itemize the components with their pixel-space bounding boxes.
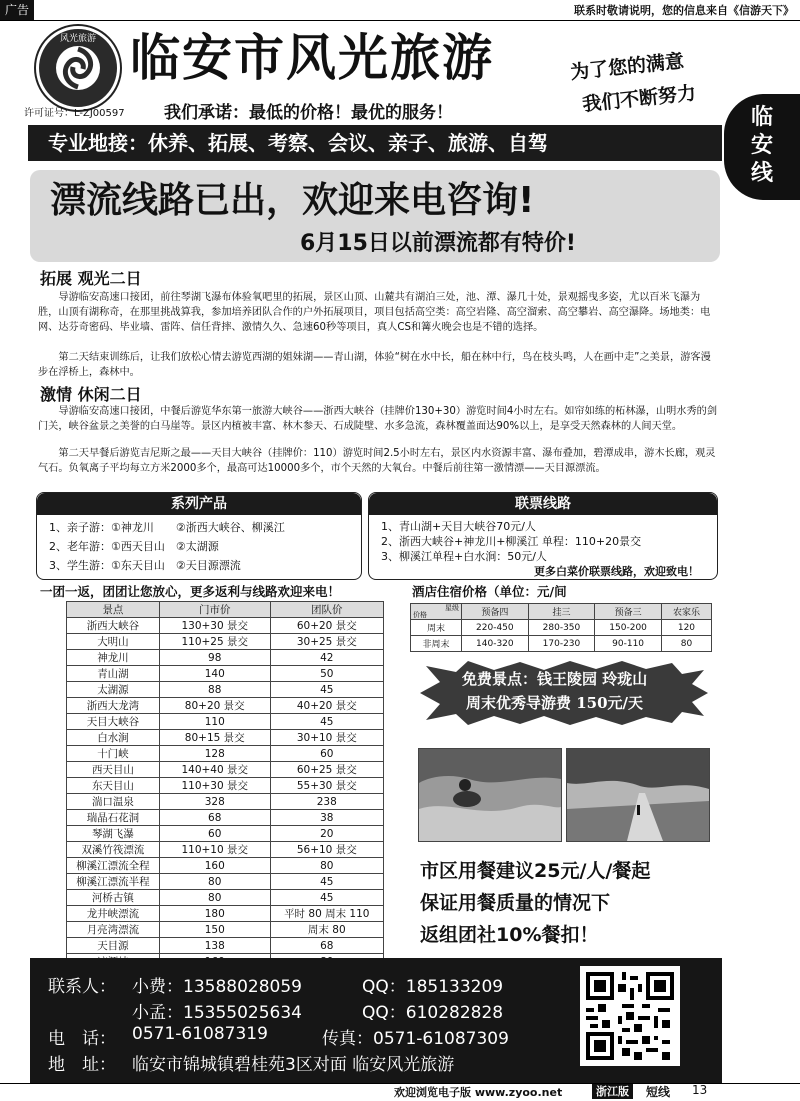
group-price-cell: 45 — [270, 874, 383, 890]
address-label: 地 址： — [48, 1055, 116, 1075]
source-note: 联系时敬请说明，您的信息来自《信游天下》 — [574, 4, 794, 17]
group-price-cell: 45 — [270, 890, 383, 906]
hotel-price-cell: 150-200 — [595, 620, 662, 636]
table-row — [67, 714, 384, 730]
retail-price-cell: 130+30 景交 — [159, 618, 270, 634]
price-table-caption: 一团一返，团团让您放心，更多返利与线路欢迎来电！ — [40, 584, 341, 599]
table-row — [67, 858, 384, 874]
attraction-name-cell: 浙西大峡谷 — [67, 618, 160, 634]
column-header: 挂三 — [528, 604, 595, 620]
retail-price-cell: 80+20 景交 — [159, 698, 270, 714]
group-price-cell: 周末 80 — [270, 922, 383, 938]
retail-price-cell: 138 — [159, 938, 270, 954]
group-price-cell: 68 — [270, 938, 383, 954]
attraction-name-cell: 十门峡 — [67, 746, 160, 762]
group-price-cell: 60+20 景交 — [270, 618, 383, 634]
hotel-price-cell: 80 — [661, 636, 711, 652]
attraction-name-cell: 天目大峡谷 — [67, 714, 160, 730]
brand-title: 临安市风光旅游 — [130, 29, 494, 87]
retail-price-cell: 110 — [159, 714, 270, 730]
table-row — [67, 826, 384, 842]
column-header: 门市价 — [159, 602, 270, 618]
section-label: 短线 — [646, 1085, 671, 1099]
column-header: 景点 — [67, 602, 160, 618]
retail-price-cell: 80 — [159, 874, 270, 890]
table-row — [67, 666, 384, 682]
retail-price-cell: 68 — [159, 810, 270, 826]
attraction-name-cell: 神龙川 — [67, 650, 160, 666]
group-price-cell: 60 — [270, 746, 383, 762]
page-number: 13 — [692, 1083, 708, 1097]
itinerary-1-paragraph-1: 导游临安高速口接团，前往琴湖飞瀑布体验氧吧里的拓展，景区山顶、山麓共有湖泊三处，池、潭、瀑几十处，景观摇曳多姿，尤以百米飞瀑为胜，山顶有湖称奇，在那里挑战算我，参加培养团队合作的户外拓展项目，项目包括高空类：高空岩隆、高空溜索、高空攀岩、高空瀑降。场地类：电网、达芬奇密码、毕业墙、雷阵、信任背摔、激情久久、急速60秒等项目，真人CS和篝火晚会也是不错的选择。 — [38, 292, 711, 333]
retail-price-cell: 150 — [159, 922, 270, 938]
day-type-cell: 周末 — [411, 620, 462, 636]
corner-label-price: 价格 — [413, 611, 427, 619]
company-logo — [36, 26, 120, 110]
retail-price-cell: 80+15 景交 — [159, 730, 270, 746]
table-row — [411, 636, 712, 652]
group-price-cell: 45 — [270, 682, 383, 698]
walkway-photo — [566, 748, 710, 842]
table-row — [67, 922, 384, 938]
itinerary-2-paragraph-1: 导游临安高速口接团，中餐后游览华东第一旅游大峡谷——浙西大峡谷（挂牌价130+30）游览时间4小时左右。如帘如练的柘林瀑，山明水秀的剑门关，峡谷盆景之美誉的白马崖等。景区内植被丰富、林木参天、石成陡壁、水多急流，森林覆盖面达90%以上，是享受天然森林的人间天堂。 — [38, 406, 718, 432]
series-line: 2、老年游：①西天目山 ②太湖源 — [49, 540, 219, 553]
side-tab-char: 线 — [750, 161, 773, 186]
group-price-cell: 20 — [270, 826, 383, 842]
side-tab-char: 临 — [750, 105, 773, 130]
group-price-cell: 30+10 景交 — [270, 730, 383, 746]
logo-swirl-icon — [39, 29, 117, 107]
group-price-cell: 56+10 景交 — [270, 842, 383, 858]
headline: 漂流线路已出，欢迎来电咨询! — [50, 180, 535, 221]
rafting-photo — [418, 748, 562, 842]
attraction-name-cell: 白水涧 — [67, 730, 160, 746]
group-price-cell: 60+25 景交 — [270, 762, 383, 778]
retail-price-cell: 160 — [159, 858, 270, 874]
itinerary-1-title: 拓展 观光二日 — [40, 269, 142, 288]
itinerary-1-paragraph-2: 第二天结束训练后，让我们放松心情去游览西湖的姐妹湖——青山湖，体验“树在水中长，船在林中行，鸟在枝头鸣，人在画中走”之美景，游客漫步在浮桥上，森林中。 — [38, 352, 711, 378]
retail-price-cell: 110+30 景交 — [159, 778, 270, 794]
table-row — [411, 620, 712, 636]
group-price-cell: 55+30 景交 — [270, 778, 383, 794]
retail-price-cell: 140 — [159, 666, 270, 682]
contact-qq-2: QQ：610282828 — [362, 1003, 504, 1023]
meal-line-3: 返组团社10%餐扣！ — [420, 924, 599, 946]
attraction-name-cell: 柳溪江漂流全程 — [67, 858, 160, 874]
subheadline: 6月15日以前漂流都有特价! — [300, 231, 576, 256]
table-header-row — [67, 602, 384, 618]
qr-code — [580, 966, 680, 1066]
attraction-name-cell: 龙井峡漂流 — [67, 906, 160, 922]
group-price-cell: 80 — [270, 858, 383, 874]
attraction-name-cell: 双溪竹筏漂流 — [67, 842, 160, 858]
retail-price-cell: 60 — [159, 826, 270, 842]
table-row — [67, 890, 384, 906]
retail-price-cell: 328 — [159, 794, 270, 810]
combo-line: 2、浙西大峡谷+神龙川+柳溪江 单程：110+20景交 — [381, 535, 642, 548]
table-row — [67, 810, 384, 826]
table-row — [67, 682, 384, 698]
hotel-price-cell: 120 — [661, 620, 711, 636]
slogan-line-2: 我们不断努力 — [581, 82, 698, 116]
table-row — [67, 698, 384, 714]
table-row — [67, 842, 384, 858]
series-products-box — [36, 492, 362, 580]
combo-line: 1、青山湖+天目大峡谷70元/人 — [381, 520, 536, 533]
guide-fee-line: 周末优秀导游费 150元/天 — [466, 694, 644, 712]
column-header: 农家乐 — [661, 604, 711, 620]
edition-badge: 浙江版 — [592, 1084, 633, 1099]
ad-tag: 广告 — [0, 0, 34, 20]
hotel-price-cell: 220-450 — [462, 620, 529, 636]
group-price-cell: 40+20 景交 — [270, 698, 383, 714]
attraction-name-cell: 天目源 — [67, 938, 160, 954]
attraction-name-cell: 湍口温泉 — [67, 794, 160, 810]
retail-price-cell: 88 — [159, 682, 270, 698]
group-price-cell: 238 — [270, 794, 383, 810]
corner-label-star: 星级 — [445, 604, 459, 612]
attraction-name-cell: 西天目山 — [67, 762, 160, 778]
table-row — [67, 762, 384, 778]
retail-price-cell: 128 — [159, 746, 270, 762]
contact-qq-1: QQ：185133209 — [362, 977, 504, 997]
table-row — [67, 906, 384, 922]
series-products-title: 系列产品 — [37, 493, 361, 515]
contact-person-2: 小孟：15355025634 — [132, 1003, 302, 1023]
attraction-name-cell: 琴湖飞瀑 — [67, 826, 160, 842]
retail-price-cell: 98 — [159, 650, 270, 666]
attraction-name-cell: 河桥古镇 — [67, 890, 160, 906]
fax-number: 传真：0571-61087309 — [322, 1029, 509, 1049]
table-row — [67, 874, 384, 890]
free-attractions-line: 免费景点：钱王陵园 玲珑山 — [462, 670, 648, 688]
specialty-bar: 专业地接：休养、拓展、考察、会议、亲子、旅游、自驾 — [28, 125, 722, 161]
table-row — [67, 618, 384, 634]
column-header: 预备四 — [462, 604, 529, 620]
phone-number: 0571-61087319 — [132, 1024, 268, 1044]
route-side-tab — [724, 94, 800, 200]
column-header: 团队价 — [270, 602, 383, 618]
phone-label: 电 话： — [48, 1029, 116, 1049]
attraction-name-cell: 浙西大龙湾 — [67, 698, 160, 714]
slogan-line-1: 为了您的满意 — [569, 50, 686, 84]
series-line: 3、学生游：①东天目山 ②天目源漂流 — [49, 559, 241, 572]
table-row — [67, 634, 384, 650]
retail-price-cell: 140+40 景交 — [159, 762, 270, 778]
retail-price-cell: 180 — [159, 906, 270, 922]
hotel-price-table — [410, 603, 712, 652]
group-price-cell: 42 — [270, 650, 383, 666]
attraction-name-cell: 瑞晶石花洞 — [67, 810, 160, 826]
retail-price-cell: 80 — [159, 890, 270, 906]
combo-tickets-title: 联票线路 — [369, 493, 717, 515]
table-row — [67, 730, 384, 746]
address-text: 临安市锦城镇碧桂苑3区对面 临安风光旅游 — [132, 1055, 455, 1075]
promise-line: 我们承诺：最低的价格！最优的服务！ — [164, 103, 453, 123]
table-row — [67, 778, 384, 794]
group-price-cell: 45 — [270, 714, 383, 730]
qr-code-icon — [582, 968, 678, 1064]
table-header-row — [411, 604, 712, 620]
day-type-cell: 非周末 — [411, 636, 462, 652]
contact-person-1: 小费：13588028059 — [132, 977, 302, 997]
attraction-name-cell: 月亮湾漂流 — [67, 922, 160, 938]
hotel-price-cell: 90-110 — [595, 636, 662, 652]
hotel-price-cell: 280-350 — [528, 620, 595, 636]
attraction-price-table — [66, 601, 384, 970]
attraction-name-cell: 大明山 — [67, 634, 160, 650]
table-row — [67, 794, 384, 810]
attraction-name-cell: 太湖源 — [67, 682, 160, 698]
hotel-price-cell: 140-320 — [462, 636, 529, 652]
itinerary-2-paragraph-2: 第二天早餐后游览吉尼斯之最——天目大峡谷（挂牌价：110）游览时间2.5小时左右，景区内水资源丰富、瀑布叠加，碧潭成串，游木长廊，观灵气石。负氧离子平均每立方米2000多个，最高可达10000多个，市个天然的大氧台。中餐后前往第一激情漂——天目源漂流。 — [38, 448, 716, 474]
hotel-price-caption: 酒店住宿价格（单位：元/间 — [412, 584, 567, 599]
license-number: 许可证号：L-ZJ00597 — [24, 108, 125, 119]
column-header: 预备三 — [595, 604, 662, 620]
meal-line-2: 保证用餐质量的情况下 — [420, 892, 611, 914]
retail-price-cell: 110+10 景交 — [159, 842, 270, 858]
hotel-price-cell: 170-230 — [528, 636, 595, 652]
contact-label: 联系人： — [48, 977, 116, 997]
table-row — [67, 746, 384, 762]
logo-lettering: 风光旅游 — [59, 34, 97, 44]
group-price-cell: 50 — [270, 666, 383, 682]
retail-price-cell: 110+25 景交 — [159, 634, 270, 650]
attraction-name-cell: 青山湖 — [67, 666, 160, 682]
combo-note: 更多白菜价联票线路，欢迎致电！ — [534, 565, 699, 578]
itinerary-2-title: 激情 休闲二日 — [40, 385, 142, 404]
attraction-name-cell: 东天目山 — [67, 778, 160, 794]
group-price-cell: 平时 80 周末 110 — [270, 906, 383, 922]
meal-line-1: 市区用餐建议25元/人/餐起 — [420, 860, 651, 882]
combo-tickets-box — [368, 492, 718, 580]
group-price-cell: 30+25 景交 — [270, 634, 383, 650]
group-price-cell: 38 — [270, 810, 383, 826]
table-row — [67, 938, 384, 954]
table-row — [67, 650, 384, 666]
series-line: 1、亲子游：①神龙川 ②浙西大峡谷、柳溪江 — [49, 521, 285, 534]
combo-line: 3、柳溪江单程+白水涧：50元/人 — [381, 550, 547, 563]
side-tab-char: 安 — [750, 133, 773, 158]
attraction-name-cell: 柳溪江漂流半程 — [67, 874, 160, 890]
browse-note: 欢迎浏览电子版 www.zyoo.net — [394, 1086, 563, 1099]
corner-cell — [411, 604, 462, 620]
